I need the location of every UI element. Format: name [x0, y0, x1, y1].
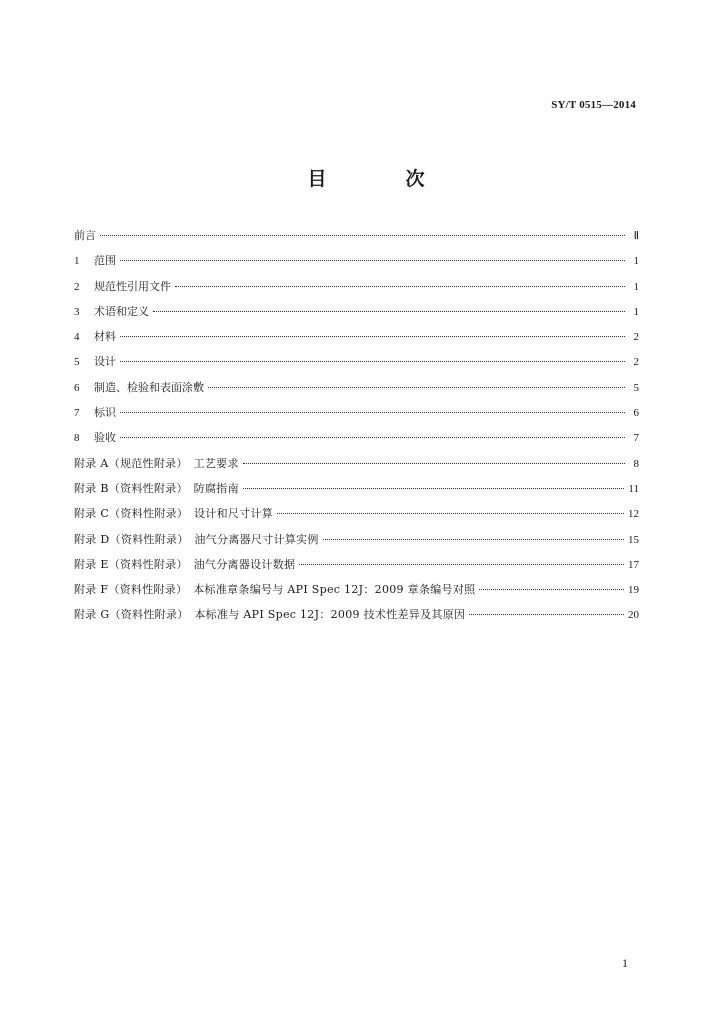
toc-leader-dots	[479, 589, 624, 590]
toc-entry-number: 4	[74, 331, 80, 344]
toc-entry[interactable]	[74, 379, 639, 404]
toc-entry-page: 1	[633, 305, 639, 318]
toc-entry[interactable]	[74, 278, 639, 303]
toc-entry-label: 附录 A（规范性附录） 工艺要求	[74, 456, 239, 470]
toc-entry-page: 6	[633, 407, 639, 420]
toc-entry[interactable]	[74, 328, 639, 353]
toc-entry-page: 12	[628, 508, 639, 521]
toc-entry-label: 附录 B（资料性附录） 防腐指南	[74, 481, 239, 495]
toc-entry-label: 制造、检验和表面涂敷	[94, 380, 204, 394]
toc-entry-page: 2	[633, 356, 639, 369]
toc-entry[interactable]	[74, 353, 639, 378]
toc-leader-dots	[120, 361, 625, 362]
toc-leader-dots	[277, 513, 624, 514]
toc-leader-dots	[299, 564, 624, 565]
toc-entry-label: 附录 E（资料性附录） 油气分离器设计数据	[74, 557, 296, 571]
toc-entry-page: 7	[633, 432, 639, 445]
toc-entry-label: 范围	[94, 254, 116, 268]
toc-entry-page: 1	[633, 255, 639, 268]
toc-appendix-entry[interactable]	[74, 606, 639, 631]
toc-leader-dots	[469, 614, 624, 615]
toc-appendix-entry[interactable]	[74, 505, 639, 530]
toc-leader-dots	[243, 463, 625, 464]
toc-entry-label: 设计	[94, 355, 116, 369]
page-number: 1	[622, 956, 628, 970]
toc-entry-page: 20	[628, 609, 639, 622]
toc-entry-label: 标识	[94, 406, 116, 420]
toc-leader-dots	[120, 336, 625, 337]
toc-entry-page: 2	[633, 331, 639, 344]
toc-entry[interactable]	[74, 429, 639, 454]
toc-entry-page: 19	[628, 584, 639, 597]
toc-entry-page: 8	[633, 457, 639, 470]
toc-entry-label: 附录 D（资料性附录） 油气分离器尺寸计算实例	[74, 532, 319, 546]
toc-entry[interactable]	[74, 227, 639, 252]
toc-entry[interactable]	[74, 252, 639, 277]
toc-entry-page: 5	[633, 381, 639, 394]
toc-entry-number: 3	[74, 305, 80, 318]
toc-entry-label: 术语和定义	[94, 304, 149, 318]
toc-entry-label: 规范性引用文件	[94, 279, 171, 293]
toc-appendix-entry[interactable]	[74, 556, 639, 581]
toc-entry-label: 材料	[94, 330, 116, 344]
toc-entry-page: Ⅱ	[633, 230, 639, 242]
toc-appendix-entry[interactable]	[74, 455, 639, 480]
toc-entry-label: 前言	[74, 229, 96, 242]
toc-entry-number: 8	[74, 432, 80, 445]
page-title: 目 次	[307, 168, 455, 190]
toc-leader-dots	[100, 235, 625, 236]
toc-entry-label: 附录 G（资料性附录） 本标准与 API Spec 12J：2009 技术性差异及其原因	[74, 608, 466, 622]
standard-code: SY/T 0515—2014	[551, 99, 636, 111]
toc-entry-page: 17	[628, 558, 639, 571]
toc-leader-dots	[175, 286, 625, 287]
toc-entry-number: 5	[74, 356, 80, 369]
toc-entry[interactable]	[74, 404, 639, 429]
toc-appendix-entry[interactable]	[74, 581, 639, 606]
toc-entry-label: 附录 C（资料性附录） 设计和尺寸计算	[74, 507, 274, 521]
toc-entry-page: 11	[628, 482, 639, 495]
toc-appendix-entry[interactable]	[74, 480, 639, 505]
toc-leader-dots	[243, 488, 625, 489]
toc-entry-number: 7	[74, 407, 80, 420]
toc-leader-dots	[208, 387, 625, 388]
toc-entry-page: 15	[628, 533, 639, 546]
toc-entry-number: 2	[74, 280, 80, 293]
toc-entry-label: 附录 F（资料性附录） 本标准章条编号与 API Spec 12J：2009 章条编号对照	[74, 583, 476, 597]
toc-leader-dots	[120, 412, 625, 413]
toc-leader-dots	[120, 437, 625, 438]
toc-leader-dots	[153, 311, 625, 312]
toc-entry-label: 验收	[94, 431, 116, 445]
toc-appendix-entry[interactable]	[74, 531, 639, 556]
toc-entry-page: 1	[633, 280, 639, 293]
toc-entry-number: 1	[74, 255, 80, 268]
toc-entry-number: 6	[74, 381, 80, 394]
toc-entry[interactable]	[74, 303, 639, 328]
toc-leader-dots	[323, 539, 624, 540]
toc-leader-dots	[120, 260, 625, 261]
table-of-contents	[74, 227, 639, 632]
